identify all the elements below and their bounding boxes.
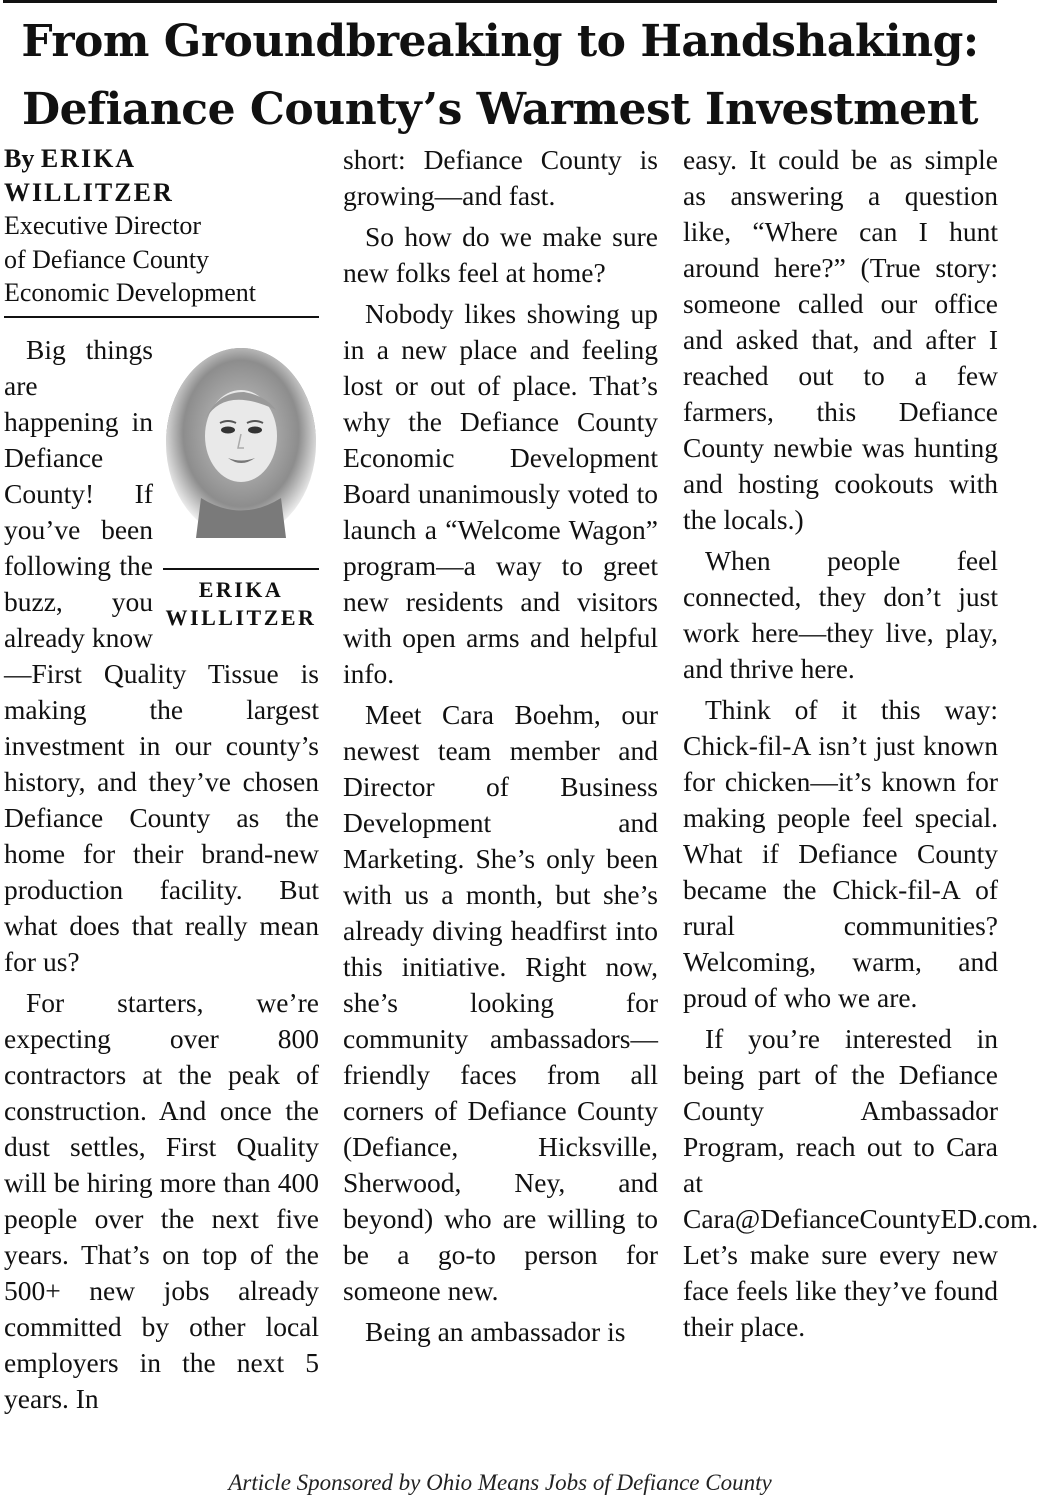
paragraph-7: When people feel connected, they don’t just work here—they live, play, and thrive here.: [683, 545, 998, 684]
sponsor-footer: Article Sponsored by Ohio Means Jobs of Defiance County: [228, 1470, 772, 1495]
author-figure: [163, 348, 319, 632]
column-1: [4, 142, 319, 1417]
caption-first-name: ERIKA: [198, 576, 284, 602]
paragraph-2: For starters, we’re expecting over 800 contractors at the peak of construction. And once the dust settles, First Quality will be hiring more than 400 people over the next five years. That’s on top of the 500+ new jobs already committed by other local employers in the next 5 years. In: [4, 986, 319, 1414]
caption-last-name: WILLITZER: [165, 604, 317, 630]
headline: [0, 8, 1000, 144]
byline-title-1: Executive Director: [4, 211, 202, 240]
byline-name-first: ERIKA: [40, 144, 137, 173]
paragraph-2-continued: short: Defiance County is growing—and fast.: [343, 144, 658, 211]
paragraph-6: Being an ambassador is: [365, 1316, 626, 1347]
paragraph-6-continued: easy. It could be as simple as answering a question like, “Where can I hunt around here?” (True story: someone called our office and asked that, and after I reached out to a few farmers, this Defiance County newbie was hunting and hosting cookouts with the locals.): [683, 144, 998, 535]
column-2: [343, 142, 658, 1350]
byline-divider: [4, 316, 319, 318]
byline: [4, 142, 319, 310]
byline-by: By: [4, 144, 35, 173]
author-photo: [166, 348, 316, 538]
paragraph-8: Think of it this way: Chick-fil-A isn’t just known for chicken—it’s known for making people feel special. What if Defiance County became the Chick-fil-A of rural communities? Welcoming, warm, and proud of who we are.: [683, 694, 998, 1013]
column-3: [683, 142, 1038, 1345]
headline-line-2: Defiance County’s Warmest Investment: [22, 84, 978, 135]
paragraph-1: Big things are happening in Defiance County! If you’ve been following the buzz, you already know—First Quality Tissue is making the largest investment in our county’s history, and they’ve chosen Defiance County as the home for their brand-new production facility. But what does that really mean for us?: [4, 333, 319, 977]
portrait-illustration: [166, 348, 316, 538]
paragraph-3: So how do we make sure new folks feel at home?: [343, 221, 658, 288]
paragraph-9: If you’re interested in being part of the Defiance County Ambassador Program, reach out to Cara at Cara@DefianceCountyED.com. Let’s make sure every new face feels like they’ve found their place.: [683, 1023, 1038, 1342]
caption-divider: [163, 568, 319, 570]
byline-name-last: WILLITZER: [4, 177, 174, 207]
headline-line-1: From Groundbreaking to Handshaking:: [21, 16, 979, 67]
photo-caption: [163, 576, 319, 632]
paragraph-4: Nobody likes showing up in a new place and feeling lost or out of place. That’s why the Defiance County Economic Development Board unanimously voted to launch a “Welcome Wagon” program—a way to greet new residents and visitors with open arms and helpful info.: [343, 298, 658, 689]
paragraph-5: Meet Cara Boehm, our newest team member and Director of Business Development and Marketing. She’s only been with us a month, but she’s already diving headfirst into this initiative. Right now, she’s looking for community ambassadors—friendly faces from all corners of Defiance County (Defiance, Hicksville, Sherwood, Ney, and beyond) who are willing to be a go-to person for someone new.: [343, 699, 658, 1306]
byline-title-3: Economic Development: [4, 278, 256, 307]
top-rule: [3, 0, 997, 3]
byline-title-2: of Defiance County: [4, 244, 210, 274]
